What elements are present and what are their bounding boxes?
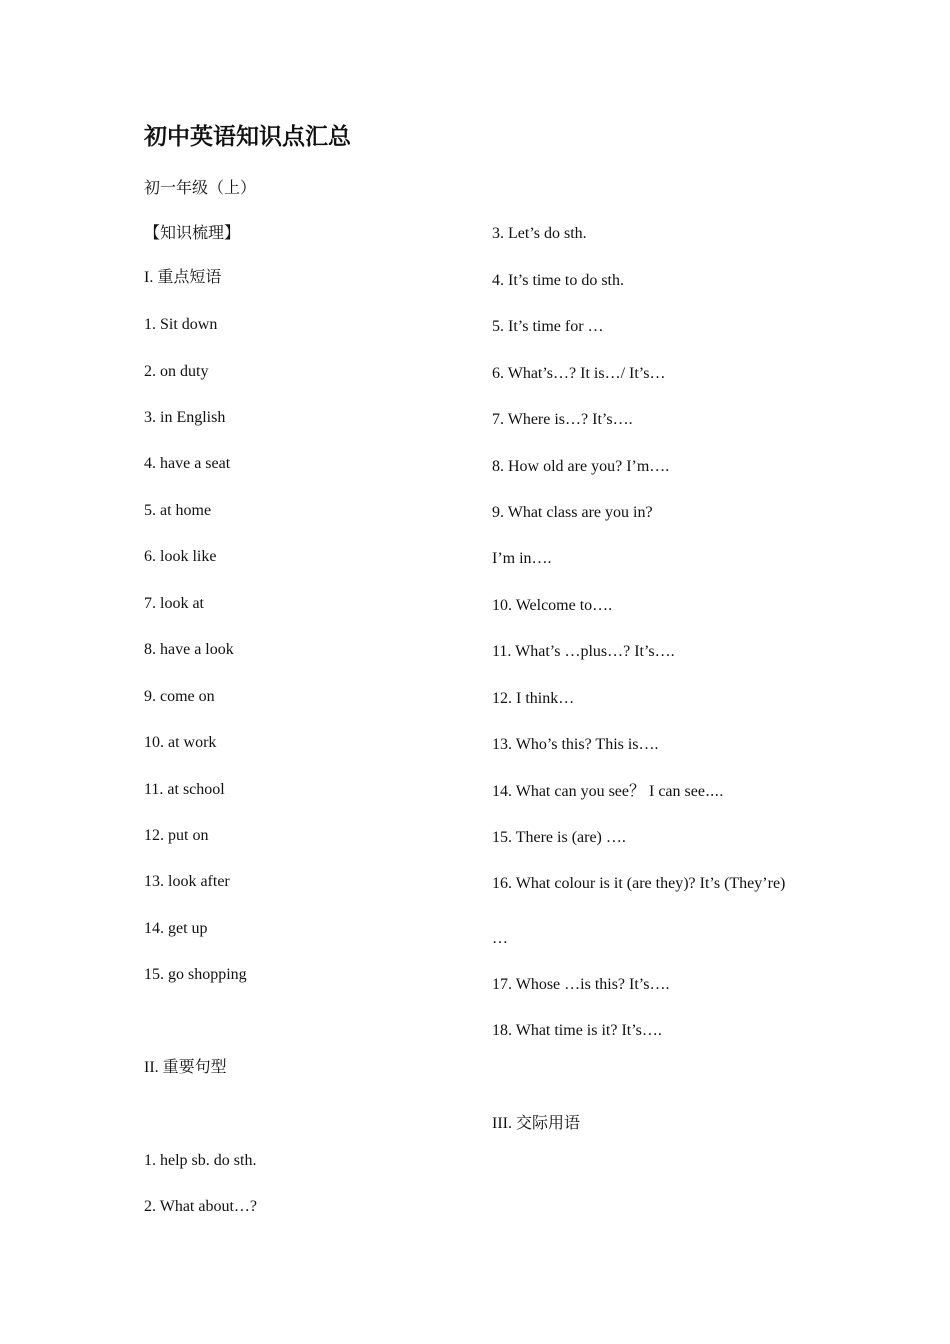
phrase-item: 10. at work [144, 734, 217, 751]
section-2-heading: II. 重要句型 [144, 1059, 227, 1076]
sentence-item: I’m in…. [492, 550, 552, 567]
phrase-item: 6. look like [144, 548, 217, 565]
phrase-item: 5. at home [144, 502, 212, 519]
section-3-heading: III. 交际用语 [492, 1115, 580, 1132]
phrase-item: 14. get up [144, 920, 208, 937]
sentence-item: 12. I think… [492, 690, 575, 707]
document-title: 初中英语知识点汇总 [144, 124, 351, 149]
phrase-item: 4. have a seat [144, 455, 231, 472]
sentence-item: 10. Welcome to…. [492, 597, 613, 614]
sentence-item: 8. How old are you? I’m…. [492, 458, 670, 475]
sentence-item: 2. What about…? [144, 1198, 258, 1215]
phrase-item: 11. at school [144, 781, 225, 798]
sentence-item: 9. What class are you in? [492, 504, 653, 521]
sentence-item: … [492, 930, 508, 947]
sentence-item: 1. help sb. do sth. [144, 1152, 257, 1169]
phrase-item: 15. go shopping [144, 966, 247, 983]
phrase-item: 2. on duty [144, 363, 209, 380]
phrase-item: 7. look at [144, 595, 204, 612]
sentence-item: 14. What can you see？ I can see⋯. [492, 783, 724, 800]
section-1-heading: I. 重点短语 [144, 269, 222, 286]
sentence-item: 4. It’s time to do sth. [492, 272, 624, 289]
grade-label: 初一年级（上） [144, 180, 257, 197]
sentence-item: 7. Where is…? It’s…. [492, 411, 633, 428]
sentence-item: 18. What time is it? It’s…. [492, 1022, 662, 1039]
sentence-item: 16. What colour is it (are they)? It’s (They’re) [492, 875, 786, 892]
phrase-item: 9. come on [144, 688, 215, 705]
sentence-item: 17. Whose …is this? It’s…. [492, 976, 670, 993]
phrase-item: 12. put on [144, 827, 209, 844]
knowledge-heading: 【知识梳理】 [144, 225, 241, 242]
phrase-item: 3. in English [144, 409, 226, 426]
sentence-item: 5. It’s time for … [492, 318, 604, 335]
phrase-item: 1. Sit down [144, 316, 218, 333]
sentence-item: 3. Let’s do sth. [492, 225, 587, 242]
sentence-item: 13. Who’s this? This is…. [492, 736, 659, 753]
sentence-item: 6. What’s…? It is…/ It’s… [492, 365, 666, 382]
phrase-item: 8. have a look [144, 641, 234, 658]
phrase-item: 13. look after [144, 873, 230, 890]
sentence-item: 11. What’s …plus…? It’s…. [492, 643, 675, 660]
sentence-item: 15. There is (are) …. [492, 829, 626, 846]
